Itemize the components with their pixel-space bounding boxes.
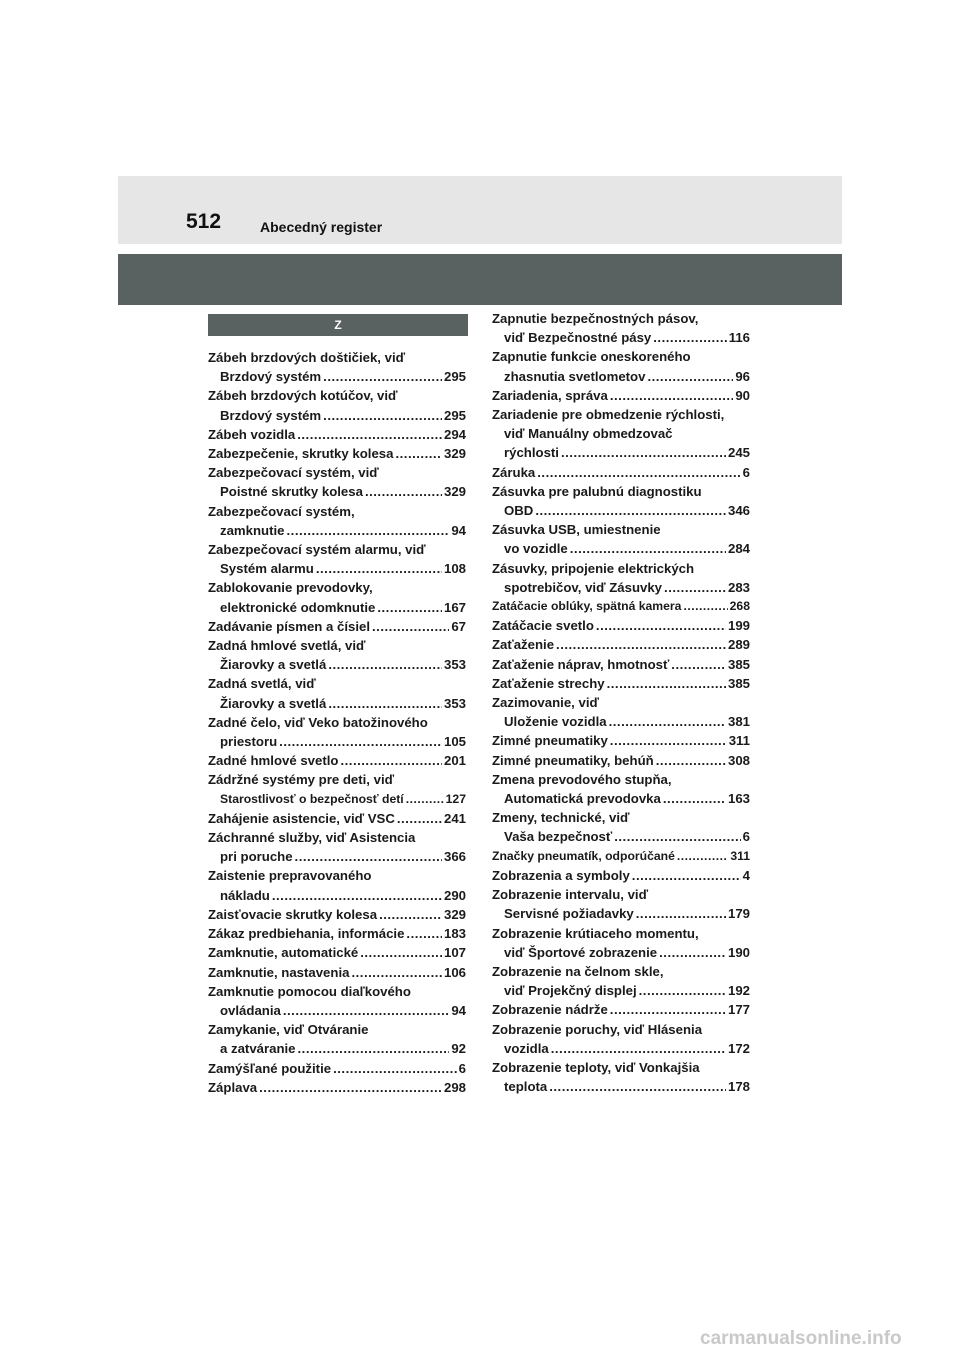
entry-text: Zamýšľané použitie (208, 1060, 332, 1076)
entry-page-number: 107 (443, 945, 466, 961)
index-entry (492, 1000, 750, 1019)
entry-page-number: 96 (735, 368, 750, 384)
index-entry (208, 1078, 466, 1097)
index-entry (208, 502, 466, 540)
leader-dots (298, 1039, 450, 1058)
entry-text: zhasnutia svetlometov (504, 368, 646, 384)
entry-text: vo vozidle (504, 541, 568, 557)
entry-text: Značky pneumatík, odporúčané (492, 848, 675, 863)
entry-text: Zmeny, technické, viď (492, 810, 630, 826)
entry-page-number: 192 (727, 983, 750, 999)
entry-text: Zabezpečenie, skrutky kolesa (208, 446, 394, 462)
leader-dots (549, 1077, 726, 1096)
entry-text: viď Športové zobrazenie (504, 944, 658, 960)
index-entry (208, 578, 466, 616)
entry-text: rýchlosti (504, 445, 559, 461)
entry-page-number: 6 (458, 1060, 466, 1076)
entry-page-number: 241 (443, 810, 466, 826)
entry-text: Zádržné systémy pre deti, viď (208, 772, 395, 788)
entry-page-number: 6 (742, 464, 750, 480)
entry-page-number: 163 (727, 791, 750, 807)
entry-text: Zásuvky, pripojenie elektrických (492, 560, 695, 576)
entry-page-number: 4 (742, 867, 750, 883)
index-entry (208, 866, 466, 904)
entry-page-number: 190 (727, 944, 750, 960)
entry-text: priestoru (220, 734, 278, 750)
leader-dots (647, 367, 733, 386)
entry-text: Zásuvka USB, umiestnenie (492, 522, 661, 538)
leader-dots (406, 924, 442, 943)
index-entry (208, 1020, 466, 1058)
index-entry (492, 770, 750, 808)
entry-text: Zabezpečovací systém, (208, 503, 355, 519)
entry-text: Zadná hmlové svetlá, viď (208, 638, 366, 654)
index-entry (492, 347, 750, 385)
index-entry (492, 962, 750, 1000)
index-entry (492, 885, 750, 923)
index-entry (208, 674, 466, 712)
index-entry (208, 425, 466, 444)
entry-page-number: 295 (443, 369, 466, 385)
leader-dots (377, 598, 442, 617)
index-entry (492, 559, 750, 597)
entry-text: Zábeh vozidla (208, 426, 296, 442)
entry-text: Zariadenia, správa (492, 387, 608, 403)
index-entry (208, 617, 466, 636)
leader-dots (639, 981, 726, 1000)
entry-text: Zamknutie pomocou diaľkového (208, 983, 411, 999)
entry-page-number: 94 (451, 1002, 466, 1018)
entry-text: Zablokovanie prevodovky, (208, 580, 373, 596)
entry-page-number: 268 (729, 599, 750, 614)
leader-dots (610, 1000, 726, 1019)
entry-page-number: 353 (443, 657, 466, 673)
index-entry (208, 348, 466, 386)
entry-page-number: 329 (443, 484, 466, 500)
leader-dots (259, 1078, 442, 1097)
entry-text: pri poruche (220, 849, 293, 865)
entry-text: Záchranné služby, viď Asistencia (208, 830, 416, 846)
index-entry (492, 866, 750, 885)
leader-dots (561, 443, 726, 462)
header-dark-band (118, 254, 842, 305)
entry-text: nákladu (220, 887, 270, 903)
leader-dots (351, 963, 442, 982)
entry-text: Systém alarmu (220, 561, 314, 577)
leader-dots (297, 425, 442, 444)
entry-text: Automatická prevodovka (504, 791, 661, 807)
index-entry (208, 963, 466, 982)
entry-page-number: 90 (735, 387, 750, 403)
entry-text: Zákaz predbiehania, informácie (208, 926, 405, 942)
entry-text: elektronické odomknutie (220, 599, 376, 615)
leader-dots (614, 827, 740, 846)
entry-page-number: 127 (445, 791, 466, 806)
leader-dots (372, 617, 449, 636)
entry-text: zamknutie (220, 522, 285, 538)
entry-text: Zobrazenie intervalu, viď (492, 887, 649, 903)
entry-page-number: 172 (727, 1040, 750, 1056)
entry-text: Zaťaženie strechy (492, 675, 605, 691)
index-entry (208, 924, 466, 943)
leader-dots (328, 655, 442, 674)
entry-text: Zábeh brzdových kotúčov, viď (208, 388, 398, 404)
leader-dots (328, 694, 442, 713)
index-entry (492, 386, 750, 405)
leader-dots (609, 712, 726, 731)
leader-dots (397, 809, 442, 828)
leader-dots (537, 463, 740, 482)
entry-text: Starostlivosť o bezpečnosť detí (220, 791, 404, 806)
entry-text: Zapnutie funkcie oneskoreného (492, 349, 691, 365)
entry-text: Zmena prevodového stupňa, (492, 771, 672, 787)
entry-text: Zabezpečovací systém alarmu, viď (208, 542, 426, 558)
entry-text: Zadávanie písmen a čísiel (208, 618, 370, 634)
entry-page-number: 385 (727, 656, 750, 672)
entry-text: ovládania (220, 1002, 281, 1018)
entry-text: Zaťaženie náprav, hmotnosť (492, 656, 670, 672)
page-number: 512 (186, 210, 222, 233)
entry-page-number: 385 (727, 675, 750, 691)
entry-text: Žiarovky a svetlá (220, 657, 327, 673)
entry-page-number: 201 (443, 753, 466, 769)
leader-dots (283, 1001, 449, 1020)
index-entry (492, 655, 750, 674)
entry-text: Zatáčacie svetlo (492, 618, 594, 634)
index-entry (492, 597, 750, 616)
entry-page-number: 353 (443, 695, 466, 711)
entry-page-number: 6 (742, 829, 750, 845)
leader-dots (653, 328, 726, 347)
entry-page-number: 283 (727, 579, 750, 595)
entry-page-number: 311 (730, 848, 750, 863)
index-entry (208, 386, 466, 424)
entry-text: Zobrazenie teploty, viď Vonkajšia (492, 1059, 700, 1075)
entry-page-number: 295 (443, 407, 466, 423)
entry-page-number: 289 (727, 637, 750, 653)
entry-text: Zaisťovacie skrutky kolesa (208, 906, 378, 922)
entry-page-number: 167 (443, 599, 466, 615)
entry-page-number: 106 (443, 964, 466, 980)
entry-text: Brzdový systém (220, 407, 322, 423)
leader-dots (610, 731, 727, 750)
index-entry (208, 809, 466, 828)
entry-text: Zazimovanie, viď (492, 695, 599, 711)
entry-page-number: 381 (727, 714, 750, 730)
entry-page-number: 177 (727, 1002, 750, 1018)
leader-dots (287, 521, 450, 540)
entry-text: Zadná svetlá, viď (208, 676, 316, 692)
entry-text: Zatáčacie oblúky, spätná kamera (492, 599, 682, 614)
leader-dots (365, 482, 442, 501)
entry-page-number: 311 (728, 733, 750, 749)
entry-text: Zariadenie pre obmedzenie rýchlosti, (492, 407, 725, 423)
header-band (118, 176, 842, 244)
entry-page-number: 105 (443, 734, 466, 750)
index-column-right (492, 309, 750, 1096)
entry-text: viď Projekčný displej (504, 983, 637, 999)
leader-dots (279, 732, 442, 751)
page-title: Abecedný register (260, 219, 383, 235)
entry-text: OBD (504, 503, 534, 519)
entry-page-number: 116 (728, 330, 750, 346)
entry-text: viď Manuálny obmedzovač (504, 426, 673, 442)
leader-dots (596, 616, 726, 635)
leader-dots (659, 943, 726, 962)
entry-page-number: 183 (443, 926, 466, 942)
entry-text: Brzdový systém (220, 369, 322, 385)
entry-page-number: 284 (727, 541, 750, 557)
leader-dots (333, 1059, 457, 1078)
entry-text: Zamknutie, nastavenia (208, 964, 350, 980)
entry-text: Servisné požiadavky (504, 906, 634, 922)
index-entry (492, 847, 750, 866)
entry-page-number: 94 (451, 522, 466, 538)
leader-dots (683, 597, 727, 616)
leader-dots (379, 905, 442, 924)
leader-dots (663, 789, 726, 808)
index-entry (208, 943, 466, 962)
watermark: carmanualsonline.info (700, 1328, 902, 1349)
entry-text: Zadné hmlové svetlo (208, 753, 339, 769)
entry-text: Vaša bezpečnosť (504, 829, 613, 845)
leader-dots (551, 1039, 726, 1058)
index-entry (492, 731, 750, 750)
entry-text: Zadné čelo, viď Veko batožinového (208, 714, 428, 730)
leader-dots (395, 444, 442, 463)
leader-dots (272, 886, 442, 905)
entry-text: Zobrazenie na čelnom skle, (492, 963, 664, 979)
entry-page-number: 329 (443, 446, 466, 462)
index-entry (208, 751, 466, 770)
leader-dots (607, 674, 726, 693)
leader-dots (556, 635, 726, 654)
leader-dots (295, 847, 442, 866)
entry-page-number: 329 (443, 906, 466, 922)
leader-dots (535, 501, 726, 520)
leader-dots (677, 847, 728, 866)
index-entry (208, 905, 466, 924)
leader-dots (323, 367, 442, 386)
index-entry (208, 540, 466, 578)
entry-text: Zobrazenia a symboly (492, 867, 630, 883)
entry-text: Zabezpečovací systém, viď (208, 465, 379, 481)
index-entry (492, 674, 750, 693)
entry-page-number: 298 (443, 1079, 466, 1095)
index-entry (208, 444, 466, 463)
entry-text: Zamknutie, automatické (208, 945, 359, 961)
index-entry (492, 520, 750, 558)
entry-text: a zatváranie (220, 1041, 296, 1057)
entry-text: Zaťaženie (492, 637, 555, 653)
index-entry (492, 1020, 750, 1058)
section-letter-bar: Z (208, 314, 468, 336)
entry-text: Zábeh brzdových doštičiek, viď (208, 350, 406, 365)
entry-text: Zapnutie bezpečnostných pásov, (492, 311, 699, 326)
entry-text: Uloženie vozidla (504, 714, 607, 730)
index-entry (492, 751, 750, 770)
entry-text: Zobrazenie krútiaceho momentu, (492, 925, 699, 941)
index-entry (492, 924, 750, 962)
entry-text: Zimné pneumatiky (492, 733, 608, 749)
entry-page-number: 294 (443, 426, 466, 442)
leader-dots (656, 751, 726, 770)
entry-page-number: 92 (451, 1041, 466, 1057)
entry-text: Zobrazenie nádrže (492, 1002, 608, 1018)
index-entry (208, 636, 466, 674)
entry-text: teplota (504, 1079, 548, 1095)
index-entry (492, 463, 750, 482)
leader-dots (632, 866, 741, 885)
entry-page-number: 346 (727, 503, 750, 519)
entry-text: spotrebičov, viď Zásuvky (504, 579, 663, 595)
index-entry (208, 770, 466, 808)
entry-page-number: 290 (443, 887, 466, 903)
leader-dots (316, 559, 442, 578)
entry-text: Žiarovky a svetlá (220, 695, 327, 711)
entry-page-number: 67 (451, 618, 466, 634)
entry-text: Zaistenie prepravovaného (208, 868, 372, 884)
entry-text: Záruka (492, 464, 536, 480)
entry-page-number: 178 (727, 1079, 750, 1095)
index-entry (492, 808, 750, 846)
leader-dots (610, 386, 734, 405)
entry-text: Zobrazenie poruchy, viď Hlásenia (492, 1021, 703, 1037)
entry-text: viď Bezpečnostné pásy (504, 330, 652, 346)
entry-text: Zahájenie asistencie, viď VSC (208, 810, 395, 826)
leader-dots (636, 904, 726, 923)
index-entry (208, 463, 466, 501)
entry-text: Zimné pneumatiky, behúň (492, 752, 654, 768)
index-entry (492, 405, 750, 463)
entry-page-number: 179 (727, 906, 750, 922)
entry-page-number: 366 (443, 849, 466, 865)
leader-dots (360, 943, 442, 962)
index-entry (492, 635, 750, 654)
entry-text: Poistné skrutky kolesa (220, 484, 363, 500)
index-entry (492, 309, 750, 347)
entry-page-number: 245 (727, 445, 750, 461)
entry-page-number: 308 (727, 752, 750, 768)
leader-dots (406, 790, 444, 809)
index-entry (492, 616, 750, 635)
index-entry (208, 713, 466, 751)
index-entry (492, 693, 750, 731)
entry-text: Zamykanie, viď Otváranie (208, 1022, 369, 1038)
entry-text: Záplava (208, 1079, 258, 1095)
entry-text: Zásuvka pre palubnú diagnostiku (492, 483, 702, 499)
entry-text: vozidla (504, 1040, 549, 1056)
leader-dots (340, 751, 442, 770)
entry-page-number: 108 (443, 561, 466, 577)
leader-dots (664, 578, 726, 597)
entry-page-number: 199 (727, 618, 750, 634)
leader-dots (570, 539, 726, 558)
index-entry (208, 828, 466, 866)
index-entry (492, 482, 750, 520)
leader-dots (323, 406, 442, 425)
index-entry (492, 1058, 750, 1096)
index-column-left (208, 348, 466, 1097)
leader-dots (671, 655, 726, 674)
index-entry (208, 1059, 466, 1078)
index-entry (208, 982, 466, 1020)
